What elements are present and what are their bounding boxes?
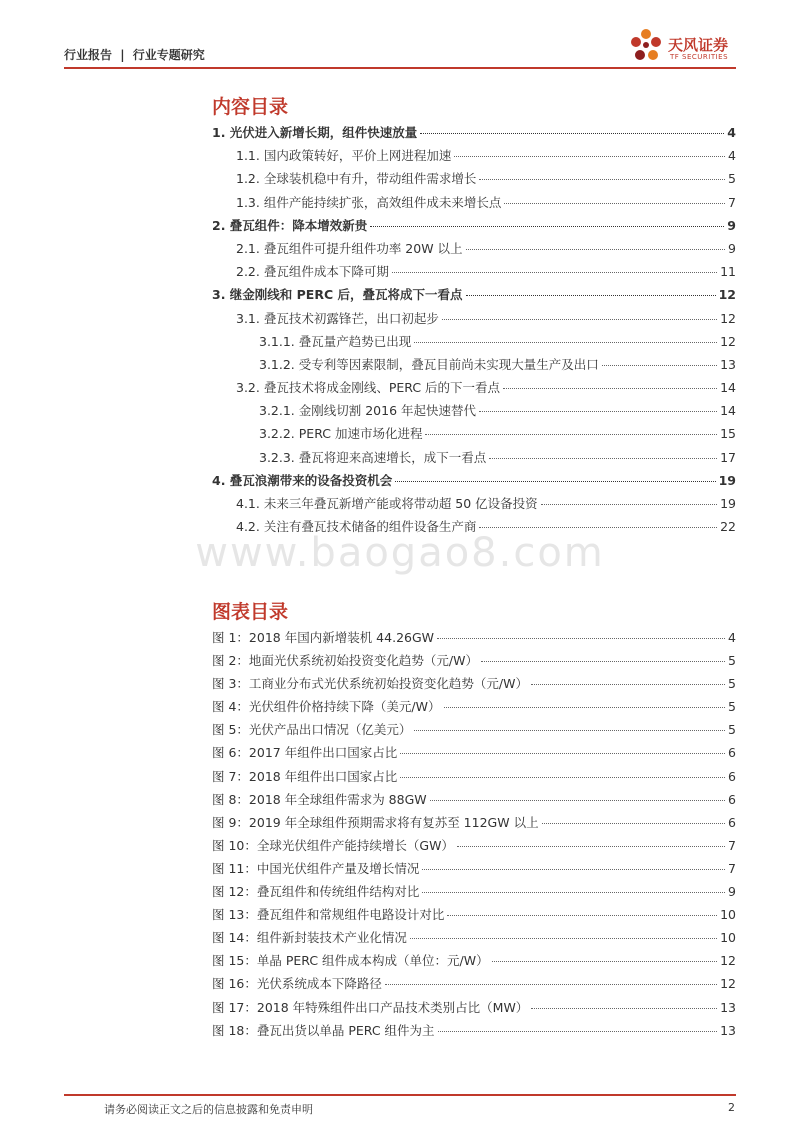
- toc-entry-label: 2.2. 叠瓦组件成本下降可期: [236, 264, 389, 280]
- toc-entry[interactable]: [212, 239, 736, 262]
- toc-entry-label: 1. 光伏进入新增长期，组件快速放量: [212, 125, 418, 140]
- toc-entry-page: 5: [728, 171, 736, 187]
- toc-entry-label: 4. 叠瓦浪潮带来的设备投资机会: [212, 472, 393, 488]
- figure-entry-page: 5: [728, 676, 736, 692]
- leader-dots: [385, 984, 717, 985]
- toc-entry-page: 15: [720, 426, 736, 442]
- leader-dots: [542, 823, 725, 824]
- figure-entry-page: 6: [728, 791, 736, 807]
- figure-entry[interactable]: [212, 813, 736, 836]
- leader-dots: [442, 319, 717, 320]
- figure-entry[interactable]: [212, 836, 736, 859]
- leader-dots: [414, 730, 725, 731]
- toc-entry-label: 3.2.2. PERC 加速市场化进程: [259, 426, 423, 442]
- figure-entry-label: 图 13：叠瓦组件和常规组件电路设计对比: [212, 907, 445, 923]
- figure-entry-page: 12: [720, 976, 736, 992]
- figure-entry-page: 5: [728, 699, 736, 715]
- toc-entry-label: 2.1. 叠瓦组件可提升组件功率 20W 以上: [236, 240, 463, 256]
- figure-entry[interactable]: [212, 859, 736, 882]
- watermark: www.baogao8.com: [195, 530, 605, 576]
- figure-entry[interactable]: [212, 905, 736, 928]
- toc-entry-label: 3.1.1. 叠瓦量产趋势已出现: [259, 333, 412, 349]
- figure-entry-label: 图 18：叠瓦出货以单晶 PERC 组件为主: [212, 1022, 435, 1038]
- toc-entry-page: 13: [720, 356, 736, 372]
- toc-entry[interactable]: [212, 378, 736, 401]
- leader-dots: [531, 1008, 717, 1009]
- leader-dots: [541, 504, 717, 505]
- toc-entry-label: 3.2.1. 金刚线切割 2016 年起快速替代: [259, 403, 477, 419]
- toc-entry[interactable]: [212, 424, 736, 447]
- toc-entry-page: 14: [720, 403, 736, 419]
- figure-entry-page: 9: [728, 884, 736, 900]
- leader-dots: [370, 226, 724, 227]
- tf-securities-logo-icon: [628, 26, 664, 66]
- figure-entry-page: 6: [728, 768, 736, 784]
- toc-entry-label: 4.2. 关注有叠瓦技术储备的组件设备生产商: [236, 519, 477, 535]
- leader-dots: [479, 179, 725, 180]
- figure-entry-page: 10: [720, 907, 736, 923]
- figure-entry-label: 图 17：2018 年特殊组件出口产品技术类别占比（MW）: [212, 999, 529, 1015]
- report-category: 行业报告: [64, 48, 113, 62]
- toc-entry[interactable]: [212, 169, 736, 192]
- figure-entry[interactable]: [212, 882, 736, 905]
- leader-dots: [438, 1031, 718, 1032]
- leader-dots: [481, 661, 725, 662]
- figure-entry[interactable]: [212, 743, 736, 766]
- leader-dots: [392, 272, 717, 273]
- toc-entry[interactable]: [212, 309, 736, 332]
- figure-entry[interactable]: [212, 628, 736, 651]
- figure-entry-label: 图 12：叠瓦组件和传统组件结构对比: [212, 884, 420, 900]
- figure-entry-page: 10: [720, 930, 736, 946]
- figure-entry-label: 图 9：2019 年全球组件预期需求将有复苏至 112GW 以上: [212, 814, 539, 830]
- toc-entry-label: 1.1. 国内政策转好，平价上网进程加速: [236, 148, 452, 164]
- figure-entry-label: 图 16：光伏系统成本下降路径: [212, 976, 382, 992]
- toc-entry-page: 4: [727, 125, 736, 140]
- header-separator: |: [120, 48, 125, 62]
- toc-entry[interactable]: [212, 262, 736, 285]
- toc-entry-page: 12: [720, 310, 736, 326]
- leader-dots: [414, 342, 717, 343]
- page-number: 2: [728, 1101, 735, 1114]
- leader-dots: [531, 684, 725, 685]
- toc-entry-page: 11: [720, 264, 736, 280]
- figure-entry-label: 图 10：全球光伏组件产能持续增长（GW）: [212, 837, 454, 853]
- toc-entry-label: 3. 继金刚线和 PERC 后，叠瓦将成下一看点: [212, 287, 463, 303]
- toc-entry-page: 19: [718, 472, 736, 488]
- toc-entry[interactable]: [212, 471, 736, 494]
- figure-entry-label: 图 4：光伏组件价格持续下降（美元/W）: [212, 699, 441, 715]
- figure-list-title: 图表目录: [212, 601, 289, 623]
- toc-entry[interactable]: [212, 146, 736, 169]
- toc-entry-label: 2. 叠瓦组件：降本增效新贵: [212, 217, 368, 233]
- figure-entry-page: 12: [720, 953, 736, 969]
- report-subcategory: 行业专题研究: [132, 48, 205, 62]
- toc-entry-page: 19: [720, 496, 736, 511]
- leader-dots: [492, 961, 717, 962]
- figure-entry[interactable]: [212, 767, 736, 790]
- figure-entry-label: 图 5：光伏产品出口情况（亿美元）: [212, 722, 412, 738]
- figure-entry-label: 图 7：2018 年组件出口国家占比: [212, 768, 398, 784]
- figure-entry-label: 图 14：组件新封装技术产业化情况: [212, 930, 407, 946]
- figure-entry-page: 4: [728, 630, 736, 645]
- leader-dots: [503, 388, 717, 389]
- figure-entry-page: 7: [728, 837, 736, 853]
- figure-entry[interactable]: [212, 674, 736, 697]
- figure-entry[interactable]: [212, 998, 736, 1021]
- figure-entry[interactable]: [212, 951, 736, 974]
- toc-entry[interactable]: [212, 448, 736, 471]
- logo-name-cn: 天风证券: [668, 36, 729, 54]
- figure-entry[interactable]: [212, 1021, 736, 1044]
- figure-entry-label: 图 11：中国光伏组件产量及增长情况: [212, 860, 420, 876]
- figure-entry-label: 图 3：工商业分布式光伏系统初始投资变化趋势（元/W）: [212, 676, 528, 692]
- leader-dots: [410, 938, 717, 939]
- leader-dots: [489, 458, 717, 459]
- toc-entry-label: 3.1.2. 受专利等因素限制，叠瓦目前尚未实现大量生产及出口: [259, 356, 599, 372]
- toc-entry[interactable]: [212, 494, 736, 517]
- logo-name-en: TF SECURITIES: [670, 53, 729, 61]
- figure-entry-label: 图 8：2018 年全球组件需求为 88GW: [212, 791, 427, 807]
- figure-entry-label: 图 2：地面光伏系统初始投资变化趋势（元/W）: [212, 653, 478, 669]
- leader-dots: [400, 777, 725, 778]
- leader-dots: [444, 707, 726, 708]
- figure-entry[interactable]: [212, 790, 736, 813]
- figure-entry-page: 13: [720, 999, 736, 1015]
- toc-entry-page: 14: [720, 380, 736, 396]
- toc-list: [212, 123, 736, 540]
- figure-entry-page: 6: [728, 814, 736, 830]
- figure-entry-page: 7: [728, 860, 736, 876]
- company-logo: [628, 26, 740, 66]
- figure-entry-label: 图 6：2017 年组件出口国家占比: [212, 745, 398, 761]
- figure-entry[interactable]: [212, 928, 736, 951]
- leader-dots: [425, 434, 717, 435]
- header-divider: [64, 67, 736, 69]
- figure-entry[interactable]: [212, 651, 736, 674]
- leader-dots: [479, 411, 717, 412]
- leader-dots: [466, 249, 726, 250]
- figure-entry[interactable]: [212, 697, 736, 720]
- figure-list: [212, 628, 736, 1044]
- toc-entry[interactable]: [212, 193, 736, 216]
- toc-entry-page: 12: [720, 333, 736, 349]
- toc-entry-page: 22: [720, 519, 736, 535]
- toc-entry[interactable]: [212, 216, 736, 239]
- figure-entry-page: 13: [720, 1022, 736, 1038]
- footer-divider: [64, 1094, 736, 1096]
- leader-dots: [479, 527, 717, 528]
- toc-title: 内容目录: [212, 96, 289, 118]
- toc-entry-page: 17: [720, 449, 736, 465]
- figure-entry-label: 图 15：单晶 PERC 组件成本构成（单位：元/W）: [212, 953, 489, 969]
- toc-entry-page: 9: [727, 217, 736, 233]
- figure-entry[interactable]: [212, 974, 736, 997]
- toc-entry-label: 4.1. 未来三年叠瓦新增产能或将带动超 50 亿设备投资: [236, 496, 538, 511]
- leader-dots: [430, 800, 725, 801]
- toc-entry[interactable]: [212, 332, 736, 355]
- leader-dots: [454, 156, 725, 157]
- toc-entry-label: 3.2.3. 叠瓦将迎来高速增长，成下一看点: [259, 449, 487, 465]
- figure-entry-page: 6: [728, 745, 736, 761]
- leader-dots: [400, 753, 725, 754]
- toc-entry-label: 1.3. 组件产能持续扩张，高效组件成未来增长点: [236, 194, 502, 210]
- toc-entry[interactable]: [212, 285, 736, 308]
- toc-entry[interactable]: [212, 355, 736, 378]
- toc-entry[interactable]: [212, 401, 736, 424]
- toc-entry-page: 4: [728, 148, 736, 164]
- toc-entry-page: 9: [728, 240, 736, 256]
- leader-dots: [395, 481, 715, 482]
- toc-entry-label: 3.2. 叠瓦技术将成金刚线、PERC 后的下一看点: [236, 380, 501, 396]
- toc-entry-page: 7: [728, 194, 736, 210]
- leader-dots: [466, 295, 716, 296]
- leader-dots: [504, 203, 725, 204]
- figure-entry[interactable]: [212, 720, 736, 743]
- leader-dots: [422, 892, 725, 893]
- leader-dots: [602, 365, 717, 366]
- footer-disclaimer: 请务必阅读正文之后的信息披露和免责申明: [104, 1103, 313, 1116]
- toc-entry-label: 3.1. 叠瓦技术初露锋芒，出口初起步: [236, 310, 439, 326]
- figure-entry-page: 5: [728, 722, 736, 738]
- toc-entry-label: 1.2. 全球装机稳中有升，带动组件需求增长: [236, 171, 477, 187]
- figure-entry-label: 图 1：2018 年国内新增装机 44.26GW: [212, 630, 435, 645]
- leader-dots: [437, 638, 725, 639]
- report-header: [64, 46, 205, 63]
- toc-entry[interactable]: [212, 123, 736, 146]
- leader-dots: [422, 869, 725, 870]
- leader-dots: [447, 915, 717, 916]
- toc-entry-page: 12: [718, 287, 736, 303]
- leader-dots: [457, 846, 725, 847]
- figure-entry-page: 5: [728, 653, 736, 669]
- leader-dots: [420, 133, 724, 134]
